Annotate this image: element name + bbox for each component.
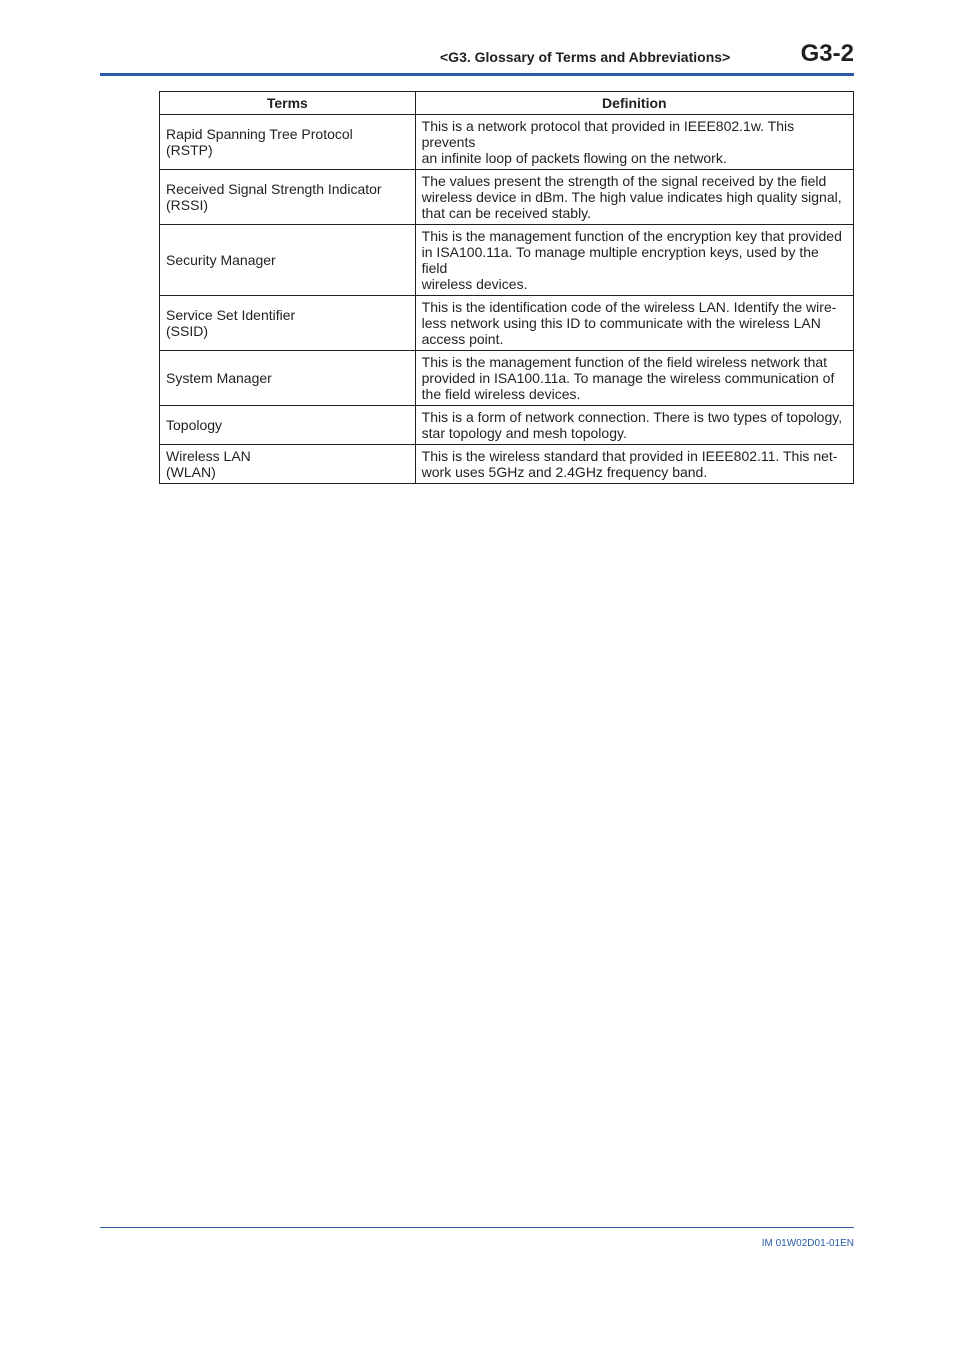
column-header-definition: Definition (415, 92, 853, 115)
definition-line: This is the management function of the field wireless network that (421, 354, 828, 370)
definition-cell (415, 296, 853, 351)
term-line: Wireless LAN (166, 448, 251, 464)
definition-line: less network using this ID to communicate with the wireless LAN (421, 315, 821, 331)
table-row (160, 406, 854, 445)
definition-line: provided in ISA100.11a. To manage the wireless communication of (421, 370, 835, 386)
definition-cell (415, 115, 853, 170)
definition-line: wireless device in dBm. The high value indicates high quality signal, (421, 189, 842, 205)
page-number: G3-2 (800, 40, 854, 67)
table-header-row (160, 92, 854, 115)
definition-line: star topology and mesh topology. (421, 425, 627, 441)
term-cell (160, 445, 416, 484)
column-header-terms: Terms (160, 92, 416, 115)
term-cell (160, 406, 416, 445)
definition-line: This is the wireless standard that provided in IEEE802.11. This net- (421, 448, 838, 464)
term-line: Rapid Spanning Tree Protocol (166, 126, 353, 142)
footer-divider (100, 1227, 854, 1228)
table-row (160, 445, 854, 484)
term-cell (160, 296, 416, 351)
term-line: Topology (166, 417, 223, 433)
table-row (160, 296, 854, 351)
definition-cell (415, 351, 853, 406)
glossary-table (159, 91, 854, 484)
term-line: (RSTP) (166, 142, 213, 158)
definition-cell (415, 225, 853, 296)
table-row (160, 225, 854, 296)
section-title: <G3. Glossary of Terms and Abbreviations> (440, 49, 731, 65)
definition-line: This is a network protocol that provided in IEEE802.1w. This prevents (421, 118, 795, 150)
term-line: (SSID) (166, 323, 208, 339)
table-row (160, 170, 854, 225)
term-cell (160, 170, 416, 225)
definition-line: work uses 5GHz and 2.4GHz frequency band. (421, 464, 708, 480)
definition-cell (415, 406, 853, 445)
term-line: System Manager (166, 370, 272, 386)
term-line: Security Manager (166, 252, 276, 268)
table-body (160, 115, 854, 484)
term-line: (WLAN) (166, 464, 216, 480)
term-line: Received Signal Strength Indicator (166, 181, 382, 197)
definition-line: access point. (421, 331, 504, 347)
definition-line: the field wireless devices. (421, 386, 581, 402)
definition-line: in ISA100.11a. To manage multiple encryption keys, used by the field (421, 244, 819, 276)
table-row (160, 351, 854, 406)
definition-cell (415, 170, 853, 225)
definition-line: wireless devices. (421, 276, 528, 292)
term-cell (160, 115, 416, 170)
definition-line: This is a form of network connection. There is two types of topology, (421, 409, 843, 425)
term-cell (160, 225, 416, 296)
term-cell (160, 351, 416, 406)
table-row (160, 115, 854, 170)
definition-cell (415, 445, 853, 484)
definition-line: that can be received stably. (421, 205, 592, 221)
definition-line: This is the management function of the encryption key that provided (421, 228, 842, 244)
term-line: (RSSI) (166, 197, 208, 213)
definition-line: This is the identification code of the wireless LAN. Identify the wire- (421, 299, 837, 315)
definition-line: The values present the strength of the signal received by the field (421, 173, 827, 189)
term-line: Service Set Identifier (166, 307, 296, 323)
definition-line: an infinite loop of packets flowing on the network. (421, 150, 727, 166)
document-number: IM 01W02D01-01EN (761, 1238, 854, 1249)
header-divider (100, 73, 854, 76)
